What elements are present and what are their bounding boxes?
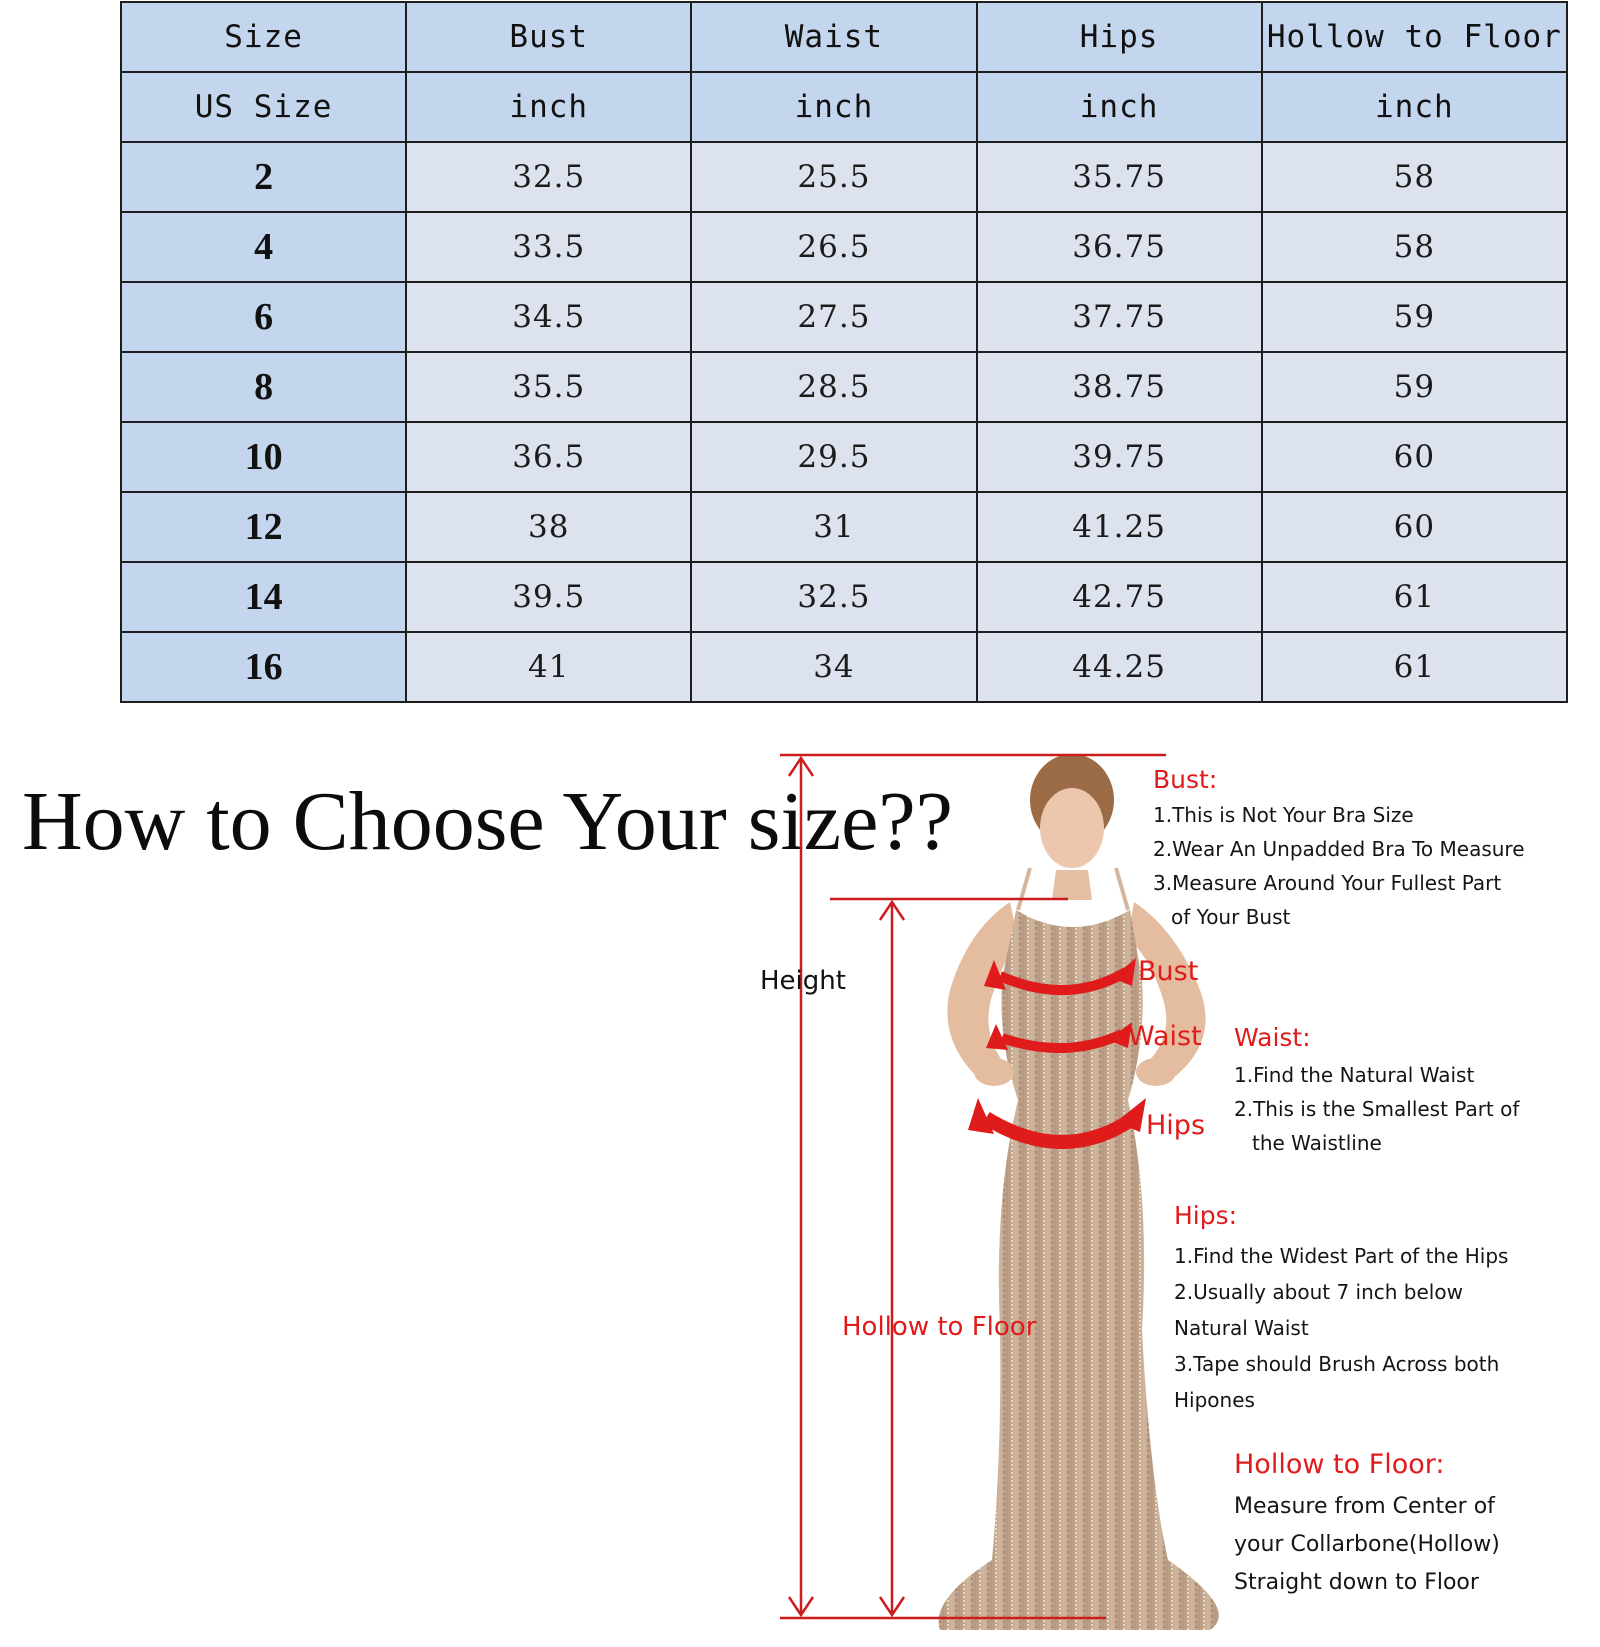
header-hollow-to-floor: Hollow to Floor (1262, 2, 1567, 72)
size-cell: 12 (121, 492, 406, 562)
hollow-cell: 60 (1262, 492, 1567, 562)
hips-note-line: Hipones (1174, 1388, 1255, 1412)
waist-marker-label: Waist (1128, 1021, 1202, 1052)
bust-cell: 38 (406, 492, 691, 562)
bust-cell: 33.5 (406, 212, 691, 282)
waist-note (1234, 1023, 1519, 1160)
waist-cell: 26.5 (691, 212, 976, 282)
hips-cell: 41.25 (977, 492, 1262, 562)
waist-note-line: the Waistline (1252, 1131, 1382, 1155)
hips-note-line: 3.Tape should Brush Across both (1174, 1352, 1500, 1376)
header-bust: Bust (406, 2, 691, 72)
bust-note-line: 3.Measure Around Your Fullest Part (1153, 871, 1502, 895)
size-cell: 6 (121, 282, 406, 352)
waist-cell: 31 (691, 492, 976, 562)
hips-cell: 38.75 (977, 352, 1262, 422)
hips-cell: 36.75 (977, 212, 1262, 282)
unit-hips: inch (977, 72, 1262, 142)
bust-note-line: 1.This is Not Your Bra Size (1153, 803, 1414, 827)
hollow-note-line: your Collarbone(Hollow) (1234, 1532, 1500, 1557)
hips-cell: 44.25 (977, 632, 1262, 702)
bust-note-heading: Bust: (1153, 765, 1218, 794)
guide-title: How to Choose Your size?? (22, 775, 953, 868)
hips-note-line: 1.Find the Widest Part of the Hips (1174, 1244, 1509, 1268)
header-waist: Waist (691, 2, 976, 72)
waist-cell: 25.5 (691, 142, 976, 212)
waist-cell: 27.5 (691, 282, 976, 352)
size-cell: 4 (121, 212, 406, 282)
waist-cell: 28.5 (691, 352, 976, 422)
waist-cell: 32.5 (691, 562, 976, 632)
hollow-cell: 59 (1262, 352, 1567, 422)
size-cell: 2 (121, 142, 406, 212)
bust-note-line: 2.Wear An Unpadded Bra To Measure (1153, 837, 1525, 861)
size-cell: 10 (121, 422, 406, 492)
unit-bust: inch (406, 72, 691, 142)
bust-cell: 41 (406, 632, 691, 702)
size-cell: 14 (121, 562, 406, 632)
bust-note-line: of Your Bust (1171, 905, 1291, 929)
header-size: Size (121, 2, 406, 72)
bust-note (1153, 765, 1525, 934)
waist-note-line: 1.Find the Natural Waist (1234, 1063, 1475, 1087)
hollow-to-floor-note (1234, 1449, 1500, 1602)
hips-marker-label: Hips (1146, 1110, 1206, 1141)
bust-cell: 35.5 (406, 352, 691, 422)
unit-hollow-to-floor: inch (1262, 72, 1567, 142)
size-cell: 16 (121, 632, 406, 702)
header-hips: Hips (977, 2, 1262, 72)
hips-note-heading: Hips: (1174, 1201, 1238, 1230)
height-label: Height (760, 966, 846, 996)
hips-cell: 39.75 (977, 422, 1262, 492)
bust-marker-label: Bust (1138, 956, 1199, 987)
hollow-note-heading: Hollow to Floor: (1234, 1449, 1445, 1480)
waist-note-heading: Waist: (1234, 1023, 1311, 1052)
hips-cell: 37.75 (977, 282, 1262, 352)
hollow-cell: 61 (1262, 632, 1567, 702)
hollow-note-line: Straight down to Floor (1234, 1570, 1479, 1595)
unit-waist: inch (691, 72, 976, 142)
waist-cell: 34 (691, 632, 976, 702)
hollow-cell: 58 (1262, 212, 1567, 282)
hips-note-line: 2.Usually about 7 inch below (1174, 1280, 1463, 1304)
hollow-cell: 60 (1262, 422, 1567, 492)
bust-cell: 34.5 (406, 282, 691, 352)
size-cell: 8 (121, 352, 406, 422)
hollow-cell: 58 (1262, 142, 1567, 212)
hips-note-line: Natural Waist (1174, 1316, 1309, 1340)
hollow-note-line: Measure from Center of (1234, 1494, 1495, 1519)
bust-cell: 39.5 (406, 562, 691, 632)
hips-note (1174, 1201, 1508, 1418)
hollow-cell: 59 (1262, 282, 1567, 352)
hollow-to-floor-label: Hollow to Floor (842, 1312, 1037, 1342)
unit-us-size: US Size (121, 72, 406, 142)
bust-cell: 32.5 (406, 142, 691, 212)
hips-cell: 35.75 (977, 142, 1262, 212)
waist-cell: 29.5 (691, 422, 976, 492)
waist-note-line: 2.This is the Smallest Part of (1234, 1097, 1520, 1121)
hollow-cell: 61 (1262, 562, 1567, 632)
bust-cell: 36.5 (406, 422, 691, 492)
hips-cell: 42.75 (977, 562, 1262, 632)
